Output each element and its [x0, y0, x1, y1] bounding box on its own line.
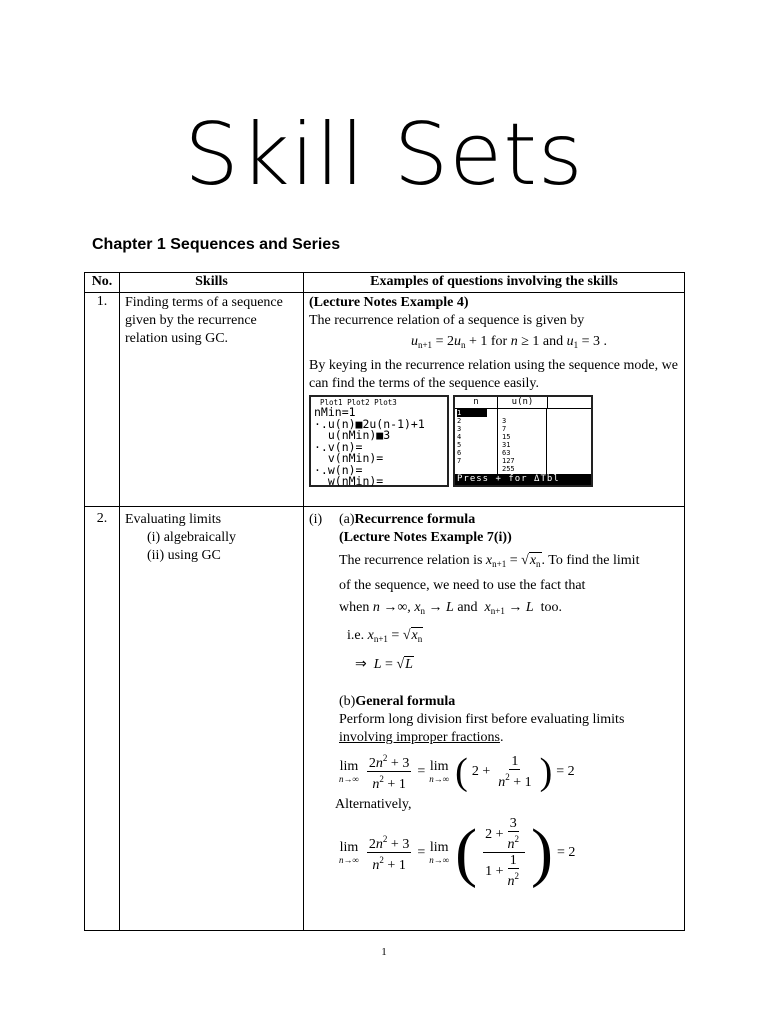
alternatively-text: Alternatively,	[335, 797, 412, 812]
gc-n-value: 2	[457, 417, 462, 425]
example-cell	[304, 293, 685, 507]
gc-col-u: u(n)	[498, 397, 548, 408]
gc-u-value: 3	[502, 417, 507, 425]
gc-u-column	[498, 409, 547, 475]
gc-editor-line: ·.u(n)■2u(n-1)+1	[314, 416, 425, 431]
table-row	[85, 293, 685, 507]
skill-title: Evaluating limits	[125, 512, 222, 527]
gc-u-value: 7	[502, 425, 507, 433]
gc-editor-line: u(nMin)■3	[314, 428, 391, 442]
header-no: No.	[85, 273, 120, 293]
gc-n-value: 5	[457, 441, 462, 449]
subpart-title: Recurrence formula	[354, 512, 476, 527]
gc-status-bar: Press + for ΔTbl	[455, 474, 591, 485]
example-intro: The recurrence relation of a sequence is given by	[309, 313, 585, 328]
skills-table	[84, 272, 685, 931]
gc-n-value: 6	[457, 449, 462, 457]
example-note: By keying in the recurrence relation using the sequence mode, we can find the terms of the sequence easily.	[309, 358, 678, 391]
gc-n-column	[455, 409, 498, 475]
gc-selected-cell: 1	[457, 409, 487, 417]
gc-editor-line: w(nMin)=	[314, 474, 384, 488]
table-row	[85, 507, 685, 931]
page-title: Skill Sets	[184, 105, 584, 205]
example-reference: (Lecture Notes Example 4)	[309, 295, 469, 310]
gc-editor-line: v(nMin)=	[314, 451, 384, 465]
limit-result-line: ⇒ L = √L	[355, 657, 413, 672]
gc-u-value: 255	[502, 465, 515, 473]
row-number: 2.	[85, 507, 120, 931]
gc-plot-tabs: Plot1 Plot2 Plot3	[320, 398, 397, 407]
limit-ie-line: i.e. $x_{n+1} = √x_n$	[347, 628, 423, 644]
gc-sequence-editor-screen	[309, 395, 449, 487]
general-text-1: Perform long division first before evaluating limits	[339, 712, 625, 727]
header-examples: Examples of questions involving the skills	[304, 273, 685, 293]
example-cell	[304, 507, 685, 931]
part-label: (i)	[309, 512, 323, 527]
gc-col-n: n	[455, 397, 498, 408]
chapter-heading: Chapter 1 Sequences and Series	[92, 236, 341, 253]
gc-editor-line: nMin=1	[314, 405, 356, 419]
calculator-screens	[309, 395, 679, 487]
recurrence-equation: $u_{n+1} = 2u_n + 1$ for n ≥ 1 and $u_1 = 3$ .	[410, 334, 608, 350]
skill-subitem: (ii) using GC	[147, 548, 221, 563]
limit-equation-1: lim n→∞ $\frac{2n^2 + 3}{n^2 + 1}$ = lim n→∞ ( 2 + $\frac{1}{n^2 + 1}$ ) = 2	[339, 750, 575, 793]
gc-table-header	[455, 397, 591, 409]
gc-table-screen	[453, 395, 593, 487]
gc-u-value: 127	[502, 457, 515, 465]
gc-u-value: 31	[502, 441, 511, 449]
subpart-label: (a)	[339, 512, 355, 527]
skill-subitem: (i) algebraically	[147, 530, 237, 545]
gc-u-value: 15	[502, 433, 511, 441]
subpart-title: General formula	[355, 694, 456, 709]
skill-description	[120, 507, 304, 931]
gc-u-value: 63	[502, 449, 511, 457]
gc-n-value: 4	[457, 433, 462, 441]
page-number: 1	[381, 946, 387, 958]
gc-editor-line: ·.v(n)=	[314, 439, 363, 454]
recurrence-text-2: of the sequence, we need to use the fact that	[339, 578, 586, 593]
limit-equation-2: lim n→∞ $\frac{2n^2 + 3}{n^2 + 1}$ = lim n→∞ ( 2 + $\frac{3}{n^2}$ 1 + $\frac{1}{n^2}$ ) = 2	[339, 815, 576, 889]
table-header-row	[85, 273, 685, 293]
limit-condition: when n →∞, $x_n \to L$ and $x_{n+1} \to L$ too.	[339, 600, 563, 616]
subpart-label: (b)	[339, 694, 356, 709]
gc-n-value: 3	[457, 425, 462, 433]
gc-editor-line: ·.w(n)=	[314, 462, 363, 477]
row-number: 1.	[85, 293, 120, 507]
recurrence-text: The recurrence relation is $x_{n+1} = √x_n$. To find the limit	[339, 553, 640, 569]
general-text-2: involving improper fractions.	[339, 730, 504, 745]
header-skills: Skills	[120, 273, 304, 293]
skill-description: Finding terms of a sequence given by the recurrence relation using GC.	[120, 293, 304, 507]
gc-n-value: 7	[457, 457, 462, 465]
example-reference: (Lecture Notes Example 7(i))	[339, 530, 512, 545]
